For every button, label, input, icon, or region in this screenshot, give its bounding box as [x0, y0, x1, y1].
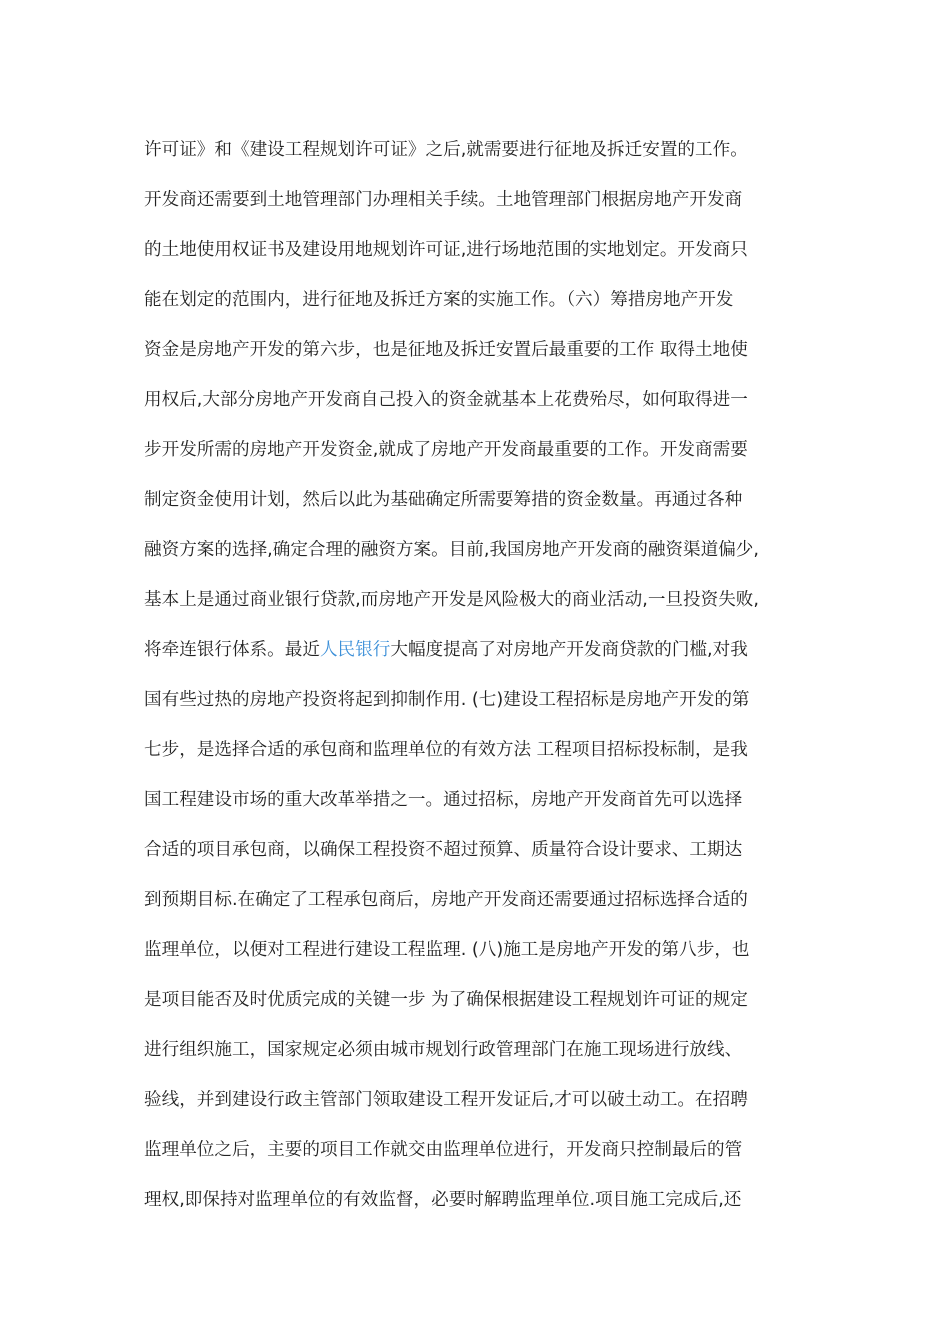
text-line-4: 能在划定的范围内，进行征地及拆迁方案的实施工作。（六）筹措房地产开发	[144, 290, 734, 310]
text-line-10: 基本上是通过商业银行贷款,而房地产开发是风险极大的商业活动,一旦投资失败,	[144, 590, 759, 610]
text-line-2: 开发商还需要到土地管理部门办理相关手续。土地管理部门根据房地产开发商	[144, 190, 743, 210]
text-line-19: 进行组织施工，国家规定必须由城市规划行政管理部门在施工现场进行放线、	[144, 1040, 743, 1060]
text-line-15: 合适的项目承包商，以确保工程投资不超过预算、质量符合设计要求、工期达	[144, 840, 743, 860]
text-line-14: 国工程建设市场的重大改革举措之一。通过招标，房地产开发商首先可以选择	[144, 790, 743, 810]
text-line-16: 到预期目标.在确定了工程承包商后，房地产开发商还需要通过招标选择合适的	[144, 890, 748, 910]
text-line-1: 许可证》和《建设工程规划许可证》之后,就需要进行征地及拆迁安置的工作。	[144, 140, 748, 160]
text-line-12: 国有些过热的房地产投资将起到抑制作用. (七)建设工程招标是房地产开发的第	[144, 690, 750, 710]
people-bank-link[interactable]: 人民银行	[319, 640, 391, 660]
text-line-7: 步开发所需的房地产开发资金,就成了房地产开发商最重要的工作。开发商需要	[144, 440, 748, 460]
text-line-3: 的土地使用权证书及建设用地规划许可证,进行场地范围的实地划定。开发商只	[144, 240, 748, 260]
text-line-11-before: 将牵连银行体系。最近	[144, 640, 320, 660]
body-text	[144, 125, 824, 1225]
text-line-22: 理权,即保持对监理单位的有效监督，必要时解聘监理单位.项目施工完成后,还	[144, 1190, 742, 1210]
text-line-18: 是项目能否及时优质完成的关键一步 为了确保根据建设工程规划许可证的规定	[144, 990, 748, 1010]
text-line-11-after: 大幅度提高了对房地产开发商贷款的门槛,对我	[390, 640, 748, 660]
text-line-9: 融资方案的选择,确定合理的融资方案。目前,我国房地产开发商的融资渠道偏少,	[144, 540, 759, 560]
text-line-11	[144, 625, 824, 675]
text-line-8: 制定资金使用计划，然后以此为基础确定所需要筹措的资金数量。再通过各种	[144, 490, 743, 510]
text-line-6: 用权后,大部分房地产开发商自己投入的资金就基本上花费殆尽，如何取得进一	[144, 390, 748, 410]
text-line-17: 监理单位，以便对工程进行建设工程监理. (八)施工是房地产开发的第八步，也	[144, 940, 750, 960]
text-line-5: 资金是房地产开发的第六步，也是征地及拆迁安置后最重要的工作 取得土地使	[144, 340, 748, 360]
text-line-20: 验线，并到建设行政主管部门领取建设工程开发证后,才可以破土动工。在招聘	[144, 1090, 748, 1110]
text-line-21: 监理单位之后，主要的项目工作就交由监理单位进行，开发商只控制最后的管	[144, 1140, 743, 1160]
text-line-13: 七步，是选择合适的承包商和监理单位的有效方法 工程项目招标投标制，是我	[144, 740, 748, 760]
